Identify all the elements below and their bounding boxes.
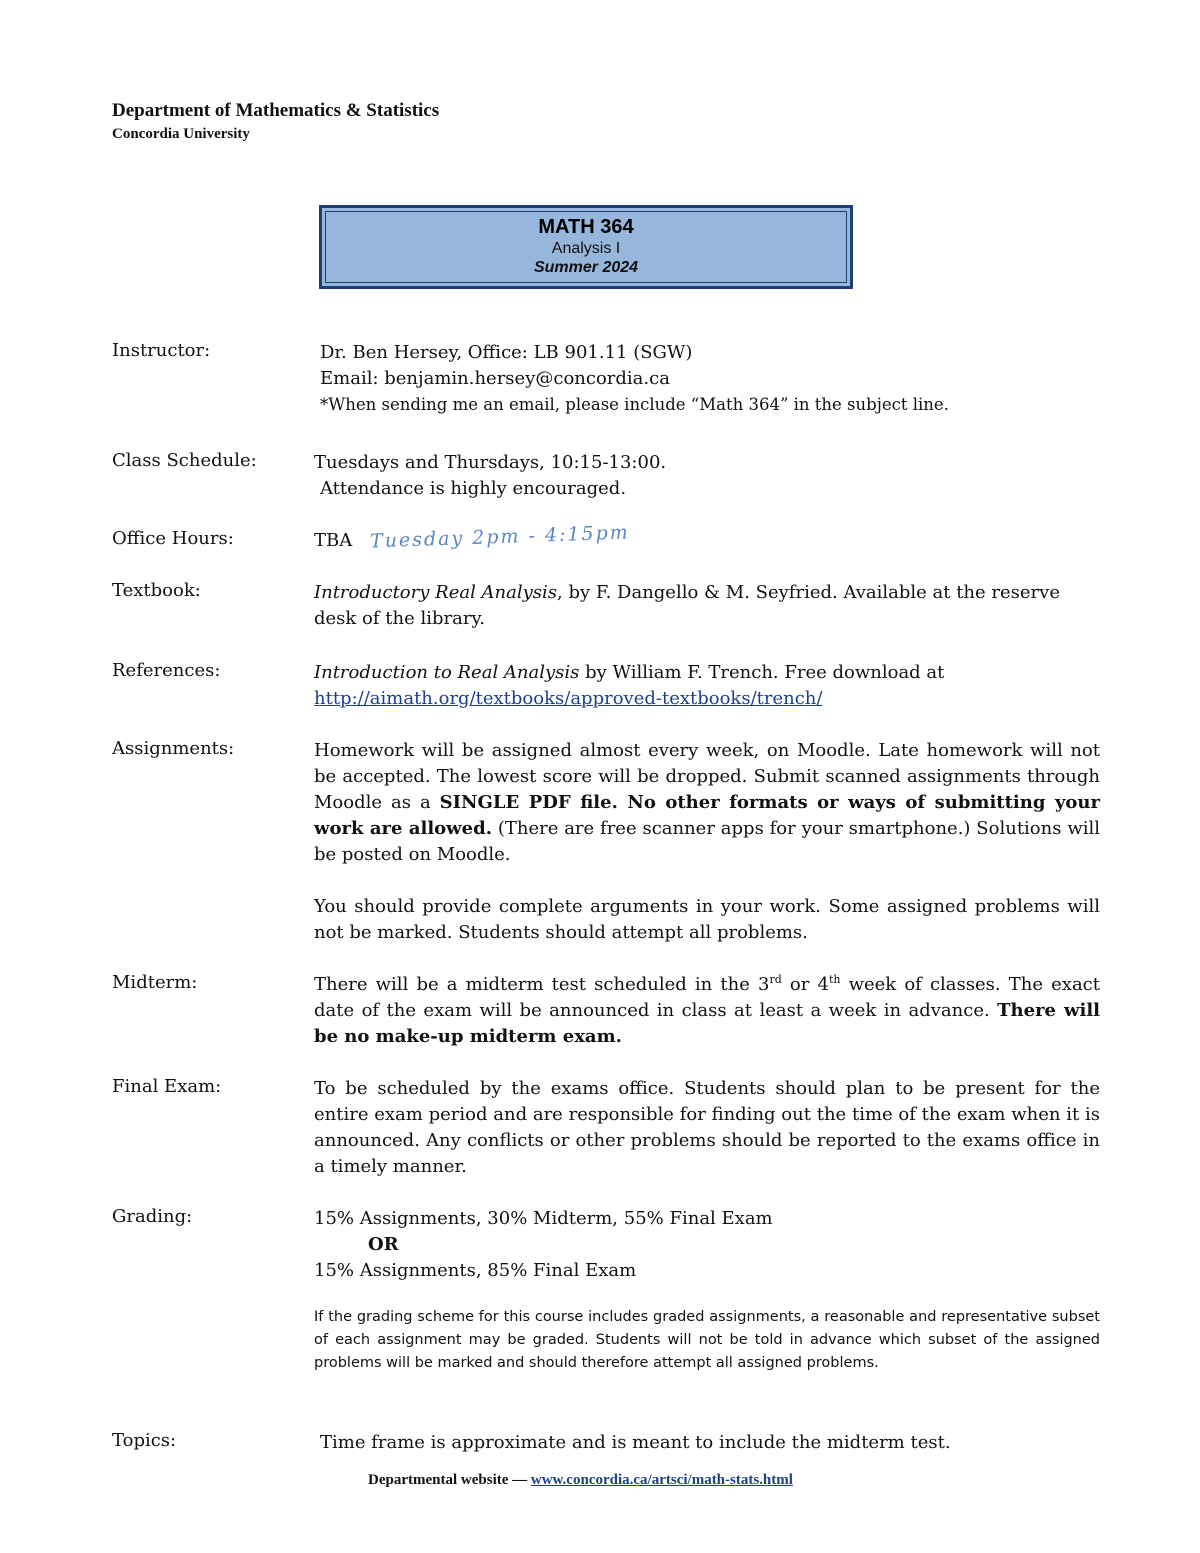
- handwritten-office-hours: Tuesday 2pm - 4:15pm: [369, 521, 631, 553]
- reference-details: by William F. Trench. Free download at: [579, 662, 945, 683]
- grading-or: OR: [368, 1234, 399, 1255]
- textbook-title: Introductory Real Analysis: [314, 582, 558, 603]
- university-name: Concordia University: [112, 126, 250, 142]
- midterm-text: There will be a midterm test scheduled in the 3rd or 4th week of classes. The exact date of the exam will be announced in class at least a week in advance. There will be no make-up midterm exam.: [314, 973, 1100, 1047]
- footer-label: Departmental website: [368, 1472, 509, 1488]
- instructor-name-office: Dr. Ben Hersey, Office: LB 901.11 (SGW): [320, 342, 693, 363]
- reference-title: Introduction to Real Analysis: [314, 662, 580, 683]
- instructor-email: Email: benjamin.hersey@concordia.ca: [320, 368, 670, 389]
- course-term: Summer 2024: [533, 259, 639, 276]
- no-makeup-notice: There will be no make-up midterm exam.: [314, 1000, 1100, 1047]
- textbook-label: Textbook:: [112, 580, 201, 601]
- footer-separator: —: [512, 1472, 528, 1488]
- page-footer: [368, 1472, 793, 1489]
- course-title: Analysis I: [551, 240, 621, 257]
- final-exam-text: To be scheduled by the exams office. Students should plan to be present for the entire exam period and are responsible for finding out the time of the exam when it is announced. Any conflicts or other problems should be reported to the exams office in a timely manner.: [314, 1078, 1100, 1177]
- grading-scheme-2: 15% Assignments, 85% Final Exam: [314, 1260, 637, 1281]
- instructor-label: Instructor:: [112, 340, 211, 361]
- final-exam-label: Final Exam:: [112, 1076, 222, 1097]
- office-hours-value: TBA: [314, 530, 353, 551]
- department-name: Department of Mathematics & Statistics: [112, 100, 440, 121]
- assignments-label: Assignments:: [112, 738, 235, 759]
- textbook-details: , by F. Dangello & M. Seyfried. Available at the reserve desk of the library.: [314, 582, 1060, 629]
- grading-label: Grading:: [112, 1206, 193, 1227]
- references-label: References:: [112, 660, 221, 681]
- assignments-policy: Homework will be assigned almost every week, on Moodle. Late homework will not be accepted. The lowest score will be dropped. Submit scanned assignments through Moodle as a SINGLE PDF file. No other formats or ways of submitting your work are allowed. (There are free scanner apps for your smartphone.) Solutions will be posted on Moodle.: [314, 740, 1100, 865]
- midterm-label: Midterm:: [112, 972, 198, 993]
- email-subject-note: *When sending me an email, please include “Math 364” in the subject line.: [320, 395, 949, 414]
- schedule-label: Class Schedule:: [112, 450, 257, 471]
- department-website-link[interactable]: www.concordia.ca/artsci/math-stats.html: [530, 1472, 793, 1488]
- grading-subset-note: If the grading scheme for this course includes graded assignments, a reasonable and representative subset of each assignment may be graded. Students will not be told in advance which subset of the assigned problems will be marked and should therefore attempt all assigned problems.: [314, 1309, 1100, 1371]
- attendance-note: Attendance is highly encouraged.: [320, 478, 627, 499]
- grading-scheme-1: 15% Assignments, 30% Midterm, 55% Final Exam: [314, 1208, 773, 1229]
- assignments-arguments-note: You should provide complete arguments in your work. Some assigned problems will not be marked. Students should attempt all problems.: [314, 896, 1100, 943]
- course-title-box: [319, 205, 853, 289]
- topics-label: Topics:: [112, 1430, 177, 1451]
- office-hours-label: Office Hours:: [112, 528, 234, 549]
- course-code: MATH 364: [538, 216, 634, 238]
- schedule-times: Tuesdays and Thursdays, 10:15-13:00.: [314, 452, 667, 473]
- reference-download-link[interactable]: http://aimath.org/textbooks/approved-textbooks/trench/: [314, 688, 823, 709]
- topics-text: Time frame is approximate and is meant to include the midterm test.: [320, 1432, 951, 1453]
- submission-format-rule: SINGLE PDF file. No other formats or ways of submitting your work are allowed.: [314, 792, 1100, 839]
